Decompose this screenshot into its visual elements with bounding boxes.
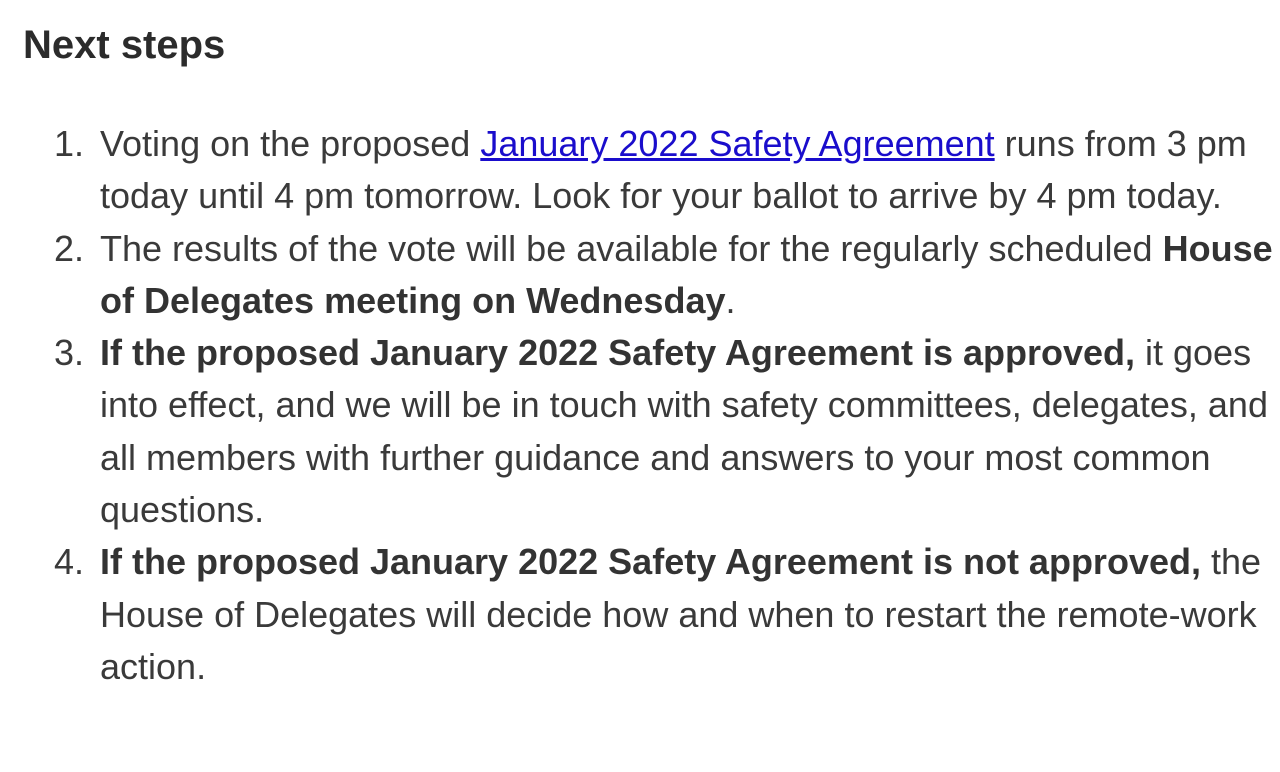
list-item-number: 4. (54, 541, 85, 583)
list-item (54, 223, 1280, 328)
list-item-text: The results of the vote will be available for the regularly scheduled (100, 227, 1163, 269)
list-item-number: 2. (54, 227, 85, 269)
section-heading: Next steps (23, 23, 226, 67)
list-item (54, 118, 1280, 223)
list-item-text: . (725, 279, 736, 321)
list-item-bold-text: House of Delegates meeting on Wednesday (100, 227, 1273, 321)
list-item-text: it goes into effect, and we will be in touch with safety committees, delegates, and all members with further guidance and answers to your most common questions. (100, 332, 1268, 531)
list-item-text: the House of Delegates will decide how and when to restart the remote-work action. (100, 541, 1262, 687)
list-item-bold-text: If the proposed January 2022 Safety Agreement is approved, (100, 332, 1135, 374)
list-item-text: Voting on the proposed (100, 123, 481, 164)
list-item-number: 1. (54, 123, 85, 164)
next-steps-list (52, 118, 1280, 693)
list-item (54, 327, 1280, 536)
list-item-text: runs from 3 pm today until 4 pm tomorrow. Look for your ballot to arrive by 4 pm today. (100, 123, 1247, 217)
list-item (54, 536, 1280, 693)
list-item-bold-text: If the proposed January 2022 Safety Agreement is not approved, (100, 541, 1201, 583)
safety-agreement-link[interactable]: January 2022 Safety Agreement (480, 123, 995, 164)
list-item-number: 3. (54, 332, 85, 374)
